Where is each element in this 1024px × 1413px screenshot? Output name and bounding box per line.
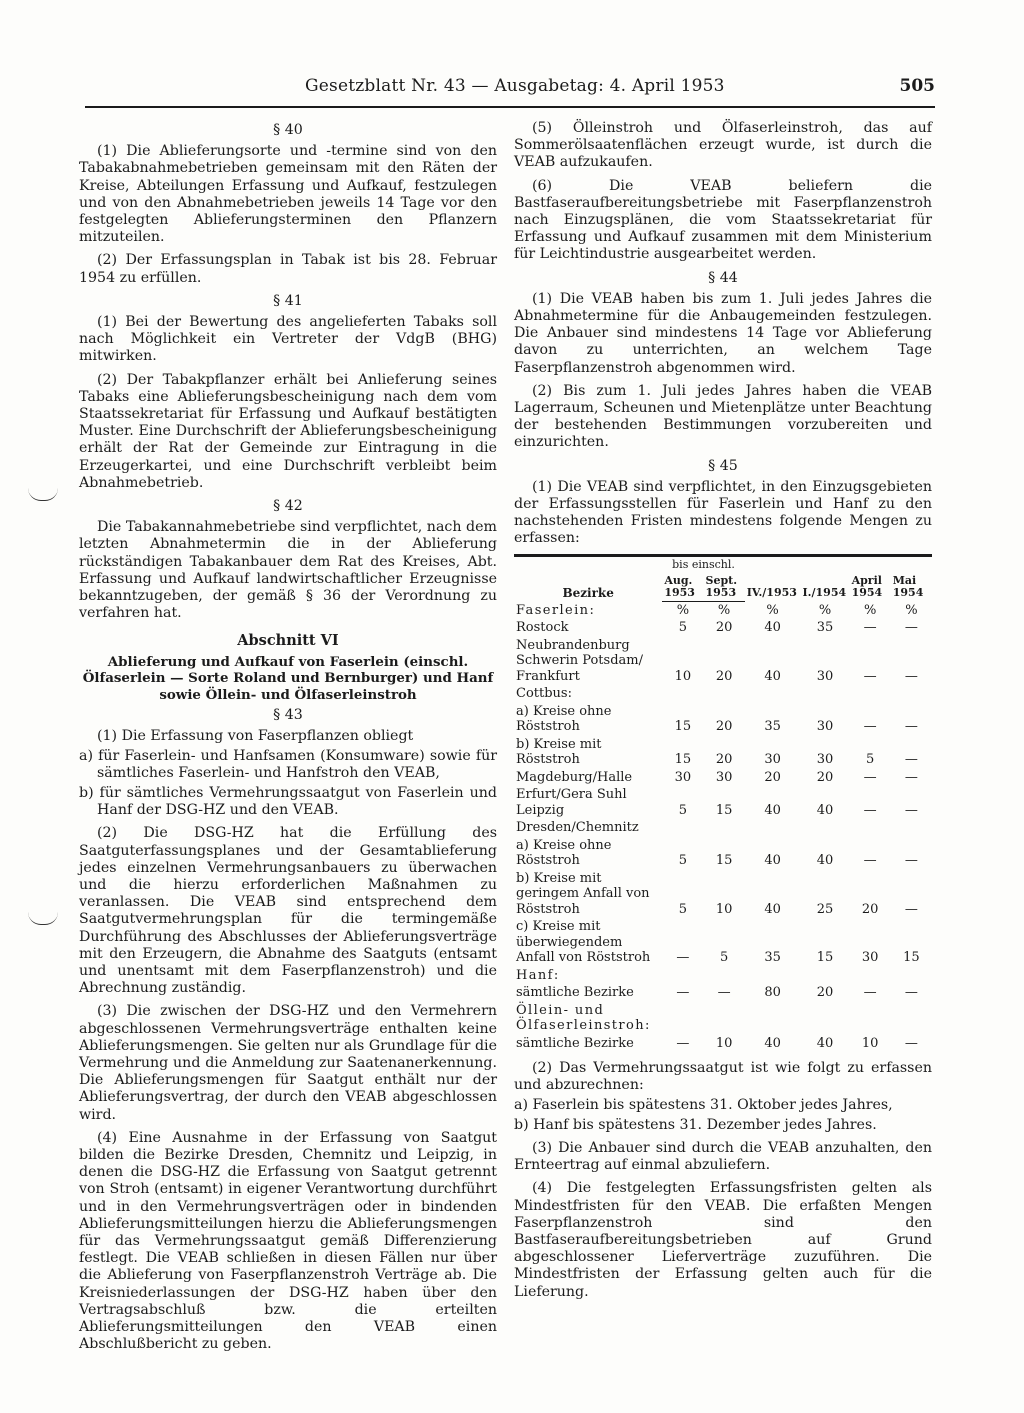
table-row	[514, 837, 932, 870]
table-cell: —	[904, 668, 918, 684]
table-cell: 20	[764, 769, 781, 785]
paragraph: (2) Das Vermehrungssaatgut ist wie folgt zu erfassen und abzurechnen:	[514, 1060, 932, 1094]
left-column	[79, 120, 497, 1360]
table-cell: 40	[764, 802, 781, 818]
table-cell: 20	[715, 668, 733, 684]
margin-mark	[28, 912, 58, 925]
table-cell: 30	[816, 668, 834, 684]
row-label: a) Kreise ohne Röststroh	[516, 703, 612, 735]
row-label: Dresden/Chemnitz	[516, 820, 639, 836]
table-body	[514, 601, 932, 1052]
table-cell: —	[863, 802, 877, 818]
right-column	[514, 120, 932, 1307]
table-cell: —	[863, 620, 877, 636]
table-cell: %	[766, 602, 779, 618]
table-cell: %	[818, 602, 832, 618]
table-cell: 30	[715, 769, 733, 785]
paragraph: (1) Die Erfassung von Faserpflanzen obliegt	[97, 728, 414, 745]
section-41-heading: § 41	[273, 292, 303, 309]
row-label: a) Kreise ohne Röststroh	[516, 837, 612, 869]
table-cell: —	[904, 752, 918, 768]
table-cell: 15	[903, 950, 920, 966]
deadline-table	[514, 554, 932, 1053]
table-cell: 10	[674, 668, 692, 684]
table-cell	[745, 685, 801, 703]
table-cell	[801, 685, 850, 703]
row-label: Hanf:	[516, 967, 560, 983]
section-44-heading: § 44	[708, 269, 738, 286]
table-row	[514, 870, 932, 919]
row-label: sämtliche Bezirke	[516, 985, 634, 1001]
table-cell: 15	[674, 719, 692, 735]
table-cell: 40	[816, 853, 834, 869]
paragraph: (1) Die VEAB sind verpflichtet, in den Einzugsgebieten der Erfassungsstellen für Faserlein und Hanf zu den nachstehenden Fristen mindestens folgende Mengen zu erfassen:	[514, 478, 932, 547]
table-cell: %	[905, 602, 918, 618]
table-cell: %	[717, 602, 731, 618]
table-row	[514, 601, 932, 619]
table-cell: 40	[764, 620, 781, 636]
table-cell	[891, 967, 932, 985]
paragraph: (2) Der Tabakpflanzer erhält bei Anlieferung seines Tabaks eine Ablieferungsbescheinigung nach dem vom Staatssekretariat für Erfassung und Aufkauf bestätigten Muster. Eine Durchschrift der Ablieferungsbescheinigung erhält der Rat der Gemeinde zur Eintragung in die Erzeugerkartei, und eine Durchschrift verbleibt beim Abnahmebetrieb.	[79, 371, 497, 491]
table-cell: 35	[764, 719, 781, 735]
table-cell: 40	[816, 1035, 834, 1051]
paragraph: (4) Die festgelegten Erfassungsfristen gelten als Mindestfristen für den VEAB. Die erfaßten Mengen Faserpflanzenstroh sind den Bastfaseraufbereitungsbetrieben auf Grund abgeschlossener Lieferverträge zuzuführen. Die Mindestfristen der Erfassung gelten auch für die Lieferung.	[514, 1180, 932, 1300]
chapter-heading: Abschnitt VI	[237, 632, 339, 650]
table-cell: %	[676, 602, 690, 618]
paragraph: (4) Eine Ausnahme in der Erfassung von Saatgut bilden die Bezirke Dresden, Chemnitz und Leipzig, in denen die DSG-HZ die Erfassung von Saatgut getrennt von Stroh (entsamt) in eigener Verantwortung durchführt und in den Vermehrungsverträgen oder in bindenden Ablieferungsmitteilungen hierzu die Ablieferungsmengen für das Vermehrungssaatgut gemäß Differenzierung festlegt. Die VEAB schließen in diesen Fällen nur über die Ablieferung von Faserpflanzenstroh Verträge ab. Die Kreisniederlassungen der DSG-HZ haben über den Vertragsabschluß bzw. die erteilten Ablieferungsmitteilungen den VEAB einen Abschlußbericht zu geben.	[79, 1129, 497, 1353]
table-cell: 30	[816, 719, 834, 735]
paragraph: Die Tabakannahmebetriebe sind verpflichtet, nach dem letzten Abnahmetermin die in der Ablieferung rückständigen Tabakanbauer dem Rat des Kreises, Abt. Erfassung und Aufkauf landwirtschaftlicher Erzeugnisse bekanntzugeben, der gemäß § 36 der Verordnung zu verfahren hat.	[79, 519, 497, 622]
margin-mark	[28, 488, 58, 501]
table-cell: 20	[715, 752, 733, 768]
table-cell: %	[863, 602, 877, 618]
paragraph: (2) Die DSG-HZ hat die Erfüllung des Saatguterfassungsplanes und der Gesamtablieferung jedes einzelnen Vermehrungsanbauers zu überwachen und die hierzu erforderlichen Maßnahmen zu veranlassen. Die VEAB sind entsprechend dem Saatgutvermehrungsplan für die termingemäße Durchführung des Abschlusses der Ablieferungsverträge mit den Erzeugern, die Abnahme des Saatguts (entsamt und unentsamt mit dem Faserpflanzenstroh) und die Abrechnung zuständig.	[79, 825, 497, 997]
table-cell: —	[904, 901, 918, 917]
section-40-heading: § 40	[273, 122, 303, 138]
table-cell: —	[676, 1035, 690, 1051]
list-item: b) für sämtliches Vermehrungssaatgut von Faserlein und Hanf der DSG-HZ und den VEAB.	[79, 785, 497, 819]
row-label: Faserlein:	[516, 602, 596, 618]
table-row	[514, 1002, 932, 1035]
table-row	[514, 685, 932, 703]
table-cell: 40	[764, 1035, 781, 1051]
paragraph: (3) Die Anbauer sind durch die VEAB anzuhalten, den Ernteertrag auf einmal abzuliefern.	[514, 1139, 932, 1174]
table-cell: —	[904, 985, 918, 1001]
row-label: Neubrandenburg Schwerin Potsdam/ Frankfurt	[516, 637, 643, 684]
row-label: Rostock	[516, 620, 569, 636]
table-cell: 30	[674, 769, 692, 785]
table-cell: —	[717, 985, 731, 1001]
col-header: Mai 1954	[891, 555, 932, 601]
table-cell: —	[863, 719, 877, 735]
table-cell: 10	[715, 1035, 733, 1051]
table-row	[514, 736, 932, 769]
paragraph: (2) Bis zum 1. Juli jedes Jahres haben die VEAB Lagerraum, Scheunen und Mietenplätze unter Beachtung der bestehenden Bestimmungen vorzubereiten und einzurichten.	[514, 382, 932, 451]
table-cell: —	[863, 668, 877, 684]
table-cell: 15	[715, 802, 733, 818]
table-cell	[662, 1002, 703, 1035]
table-cell	[662, 819, 703, 837]
table-cell: —	[676, 950, 690, 966]
row-label: b) Kreise mit geringem Anfall von Röststroh	[516, 870, 650, 917]
table-row	[514, 984, 932, 1002]
table-cell	[704, 685, 745, 703]
table-row	[514, 786, 932, 819]
paragraph: (1) Bei der Bewertung des angelieferten Tabaks soll nach Möglichkeit ein Vertreter der VdgB (BHG) mitwirken.	[79, 314, 497, 365]
paragraph: (3) Die zwischen der DSG-HZ und den Vermehrern abgeschlossenen Vermehrungsverträge enthalten keine Ablieferungsmengen. Sie gelten nur als Grundlage für die Vermehrung und die Anmeldung zur Saatenanerkennung. Die Ablieferungsmengen für Saatgut enthält nur der Ablieferungsvertrag, der durch den VEAB abgeschlossen wird.	[79, 1003, 497, 1123]
table-cell: 15	[715, 853, 733, 869]
table-cell: —	[904, 802, 918, 818]
table-cell: 15	[816, 950, 834, 966]
row-label: Öllein- und Ölfaserleinstroh:	[516, 1002, 651, 1034]
list-item: a) für Faserlein- und Hanfsamen (Konsumware) sowie für sämtliches Faserlein- und Hanfstroh den VEAB,	[79, 747, 497, 781]
row-label: Magdeburg/Halle	[516, 769, 633, 785]
col-header: Aug. 1953	[662, 573, 703, 602]
paragraph: (1) Die Ablieferungsorte und -termine sind von den Tabakabnahmebetrieben gemeinsam mit den Räten der Kreise, Abteilungen Erfassung und Aufkauf, festzulegen und von den Abnahmebetrieben jeweils 14 Tage vor den festgelegten Ablieferungsterminen den Pflanzern mitzuteilen.	[79, 143, 497, 246]
section-45-heading: § 45	[708, 457, 738, 474]
table-cell: 5	[678, 620, 688, 636]
table-cell: —	[863, 769, 877, 785]
table-cell	[801, 967, 850, 985]
col-header: Sept. 1953	[704, 573, 745, 602]
section-42-heading: § 42	[273, 498, 303, 515]
table-cell	[850, 1002, 891, 1035]
paragraph: (2) Der Erfassungsplan in Tabak ist bis 28. Februar 1954 zu erfüllen.	[79, 252, 497, 286]
table-cell: —	[676, 985, 690, 1001]
row-label: Cottbus:	[516, 686, 572, 702]
table-cell	[801, 1002, 850, 1035]
table-cell: 35	[816, 620, 834, 636]
table-cell: 40	[816, 802, 834, 818]
table-cell: 10	[861, 1035, 879, 1051]
row-label: sämtliche Bezirke	[516, 1035, 634, 1051]
table-cell: 35	[764, 950, 781, 966]
table-cell	[850, 819, 891, 837]
row-label: b) Kreise mit Röststroh	[516, 736, 602, 768]
col-header: IV./1953	[745, 555, 801, 601]
table-cell: 15	[674, 752, 692, 768]
table-cell: 40	[764, 901, 781, 917]
table-row	[514, 1035, 932, 1053]
table-cell	[745, 819, 801, 837]
table-cell	[662, 685, 703, 703]
table-row	[514, 619, 932, 637]
row-label: c) Kreise mit überwiegendem Anfall von Röststroh	[516, 919, 651, 966]
col-header: April 1954	[850, 555, 891, 601]
table-cell: 80	[764, 985, 781, 1001]
table-cell: —	[863, 985, 877, 1001]
table-cell: 25	[816, 901, 834, 917]
table-cell: 5	[678, 802, 688, 818]
table-row	[514, 637, 932, 686]
section-43-heading: § 43	[273, 707, 303, 724]
page-number: 505	[899, 76, 935, 96]
page-header	[85, 76, 935, 108]
table-cell: —	[904, 1035, 918, 1051]
table-cell: 5	[678, 853, 688, 869]
list-item: a) Faserlein bis spätestens 31. Oktober jedes Jahres,	[514, 1096, 893, 1113]
table-row	[514, 819, 932, 837]
col-header-bis: bis einschl.	[662, 555, 744, 573]
paragraph: (1) Die VEAB haben bis zum 1. Juli jedes Jahres die Abnahmetermine für die Anbaugemeinden festzulegen. Die Anbauer sind mindestens 14 Tage vor Ablieferung davon zu unterrichten, an welchem Tage Faserpflanzenstroh abgenommen wird.	[514, 290, 932, 376]
table-cell: —	[904, 719, 918, 735]
table-cell: 10	[715, 901, 733, 917]
table-cell: 5	[719, 950, 729, 966]
table-cell	[745, 967, 801, 985]
table-cell: 30	[764, 752, 781, 768]
table-cell: 40	[764, 668, 781, 684]
table-cell: —	[863, 853, 877, 869]
table-cell	[850, 967, 891, 985]
paragraph: (5) Ölleinstroh und Ölfaserleinstroh, das auf Sommerölsaatenflächen erzeugt wurde, ist durch die VEAB aufzukaufen.	[514, 120, 932, 171]
col-header: I./1954	[801, 555, 850, 601]
table-cell: 30	[861, 950, 879, 966]
table-cell	[850, 685, 891, 703]
table-cell: 5	[678, 901, 688, 917]
table-cell: 40	[764, 853, 781, 869]
header-title: Gesetzblatt Nr. 43 — Ausgabetag: 4. April 1953	[305, 76, 725, 96]
table-cell: 20	[715, 620, 733, 636]
table-row	[514, 703, 932, 736]
table-cell: —	[904, 769, 918, 785]
table-cell	[662, 967, 703, 985]
table-cell: 5	[866, 752, 875, 768]
table-cell: 20	[816, 985, 834, 1001]
table-cell	[704, 967, 745, 985]
table-row	[514, 918, 932, 967]
table-cell: —	[904, 853, 918, 869]
table-cell	[891, 1002, 932, 1035]
table-row	[514, 967, 932, 985]
table-cell	[745, 1002, 801, 1035]
chapter-title: Ablieferung und Aufkauf von Faserlein (einschl. Ölfaserlein — Sorte Roland und Bernburger) und Hanf sowie Öllein- und Ölfaserleinstroh	[82, 653, 494, 703]
table-row	[514, 769, 932, 787]
table-cell: 20	[816, 769, 834, 785]
table-cell	[801, 819, 850, 837]
table-cell	[891, 819, 932, 837]
table-cell: 30	[816, 752, 834, 768]
row-label: Erfurt/Gera Suhl Leipzig	[516, 787, 627, 818]
table-cell	[891, 685, 932, 703]
table-cell: —	[904, 620, 918, 636]
table-cell: 20	[715, 719, 733, 735]
paragraph: (6) Die VEAB beliefern die Bastfaseraufbereitungsbetriebe mit Faserpflanzenstroh nach Einzugsplänen, die vom Staatssekretariat für Erfassung und Aufkauf zusammen mit dem Ministerium für Leichtindustrie ausgearbeitet werden.	[514, 177, 932, 263]
table-cell	[704, 1002, 745, 1035]
list-item: b) Hanf bis spätestens 31. Dezember jedes Jahres.	[514, 1116, 877, 1133]
col-header-bezirke: Bezirke	[514, 555, 662, 601]
table-cell: 20	[861, 901, 879, 917]
table-cell	[704, 819, 745, 837]
